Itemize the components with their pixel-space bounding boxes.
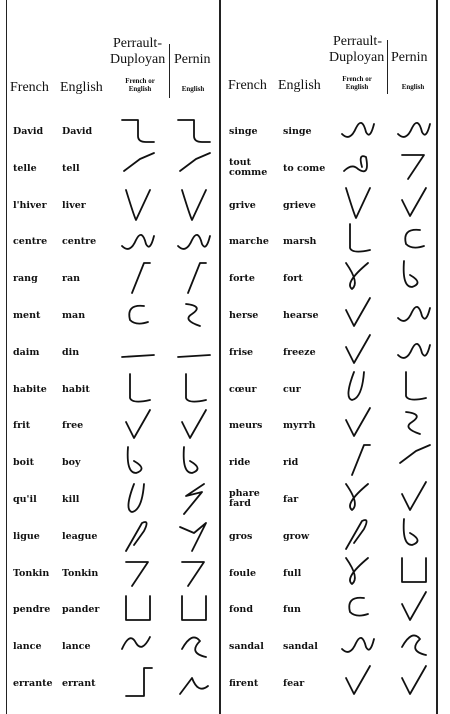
right-row-english: fear [283, 678, 305, 689]
right-row-english: hearse [283, 310, 319, 321]
right-row-pernin-glyph-wave-icon [396, 110, 432, 146]
left-border [6, 0, 7, 714]
right-row-english: fun [283, 604, 301, 616]
left-row-pernin-glyph-k-loop-icon [176, 627, 212, 663]
glyph-stroke [406, 372, 426, 400]
glyph-stroke [398, 344, 430, 358]
left-row-english: lance [62, 641, 91, 653]
right-border [436, 0, 438, 714]
glyph-stroke [346, 484, 368, 510]
left-row-pernin-glyph-v-loop-icon [176, 186, 212, 222]
glyph-stroke [184, 447, 198, 473]
right-row-perrault-glyph-check-icon [340, 404, 376, 440]
left-row-english: din [62, 346, 80, 358]
header-french-or-right: French or [342, 75, 372, 83]
glyph-stroke [405, 230, 424, 248]
right-row-french: sandal [229, 641, 264, 653]
right-row-french: gros [229, 530, 253, 542]
left-row-english: league [62, 530, 98, 542]
right-row-perrault-glyph-c-curve-icon [340, 588, 376, 624]
left-row-english: errant [62, 678, 96, 689]
right-row-perrault-glyph-slash-icon [340, 441, 376, 477]
right-row-english: far [283, 494, 299, 505]
left-row-pernin-glyph-y-loop-icon [176, 517, 212, 553]
header-pernin-english-right: English [401, 83, 425, 91]
right-row-perrault-glyph-slant-loop-icon [340, 515, 376, 551]
right-row-french: forte [229, 273, 255, 285]
right-row-perrault-glyph-check-icon [340, 294, 376, 330]
left-row-english: liver [62, 199, 86, 211]
right-row-english: freeze [283, 346, 316, 358]
right-row-pernin-glyph-b-loop-icon [396, 257, 432, 293]
glyph-stroke [126, 522, 147, 551]
glyph-stroke [128, 484, 144, 512]
glyph-stroke [400, 445, 430, 463]
glyph-stroke [352, 445, 370, 475]
left-row-english: free [62, 420, 84, 432]
right-row-french: tout [229, 156, 252, 168]
left-row-pernin-glyph-check-icon [176, 406, 212, 442]
right-row-pernin-glyph-wave-icon [396, 331, 432, 367]
left-row-french: David [13, 126, 44, 137]
glyph-stroke [178, 120, 210, 142]
right-row-english: to come [283, 162, 326, 174]
glyph-stroke [126, 668, 152, 696]
glyph-stroke [402, 592, 426, 620]
left-row-french: ligue [13, 530, 40, 542]
right-row-pernin-glyph-check-icon [396, 588, 432, 624]
right-row-english: cur [283, 383, 301, 395]
left-row-french: ment [13, 310, 41, 321]
glyph-stroke [188, 263, 206, 293]
glyph-stroke [180, 678, 208, 694]
right-row-pernin-glyph-tick-icon [396, 441, 432, 477]
right-row-english: grow [283, 530, 310, 542]
glyph-stroke [346, 408, 370, 436]
glyph-stroke [402, 155, 424, 179]
header-perrault-line2-left: Duployan [110, 52, 166, 67]
right-row-french: grive [229, 199, 256, 211]
left-row-english: tell [62, 162, 80, 174]
left-row-english: kill [62, 494, 80, 505]
right-row-perrault-glyph-check-icon [340, 662, 376, 698]
right-row-pernin-glyph-c-curve-icon [396, 220, 432, 256]
glyph-stroke [184, 484, 204, 514]
left-row-pernin-glyph-wave-icon [176, 222, 212, 258]
left-row-perrault-glyph-seven-icon [120, 554, 156, 590]
left-row-french: habite [13, 383, 47, 395]
glyph-stroke [178, 355, 210, 357]
right-row-french: marche [229, 236, 269, 248]
left-row-perrault-glyph-hook-t-icon [120, 112, 156, 148]
left-row-perrault-glyph-b-loop-icon [120, 443, 156, 479]
left-row-pernin-glyph-hook-t-icon [176, 112, 212, 148]
right-row-pernin-glyph-check-icon [396, 478, 432, 514]
right-row-pernin-glyph-hook-down-icon [396, 368, 432, 404]
right-row-french-line2: comme [229, 166, 268, 178]
glyph-stroke [180, 153, 210, 171]
left-row-french: lance [13, 641, 42, 653]
right-row-perrault-glyph-wave-icon [340, 110, 376, 146]
left-row-french: qu'il [13, 494, 37, 505]
glyph-stroke [406, 412, 420, 434]
left-row-french: centre [13, 236, 48, 248]
glyph-stroke [132, 263, 150, 293]
left-row-perrault-glyph-slash-icon [120, 259, 156, 295]
left-row-perrault-glyph-tilde-hook-icon [120, 627, 156, 663]
right-row-french: meurs [229, 420, 263, 432]
right-row-english: sandal [283, 641, 318, 653]
right-row-pernin-glyph-k-loop-icon [396, 625, 432, 661]
left-header-divider [169, 44, 170, 98]
left-row-pernin-glyph-cup-icon [176, 590, 212, 626]
left-row-pernin-glyph-dash-icon [176, 333, 212, 369]
left-row-pernin-glyph-seven-icon [176, 554, 212, 590]
glyph-stroke [402, 558, 426, 582]
glyph-stroke [122, 120, 154, 142]
left-row-perrault-glyph-dash-icon [120, 333, 156, 369]
glyph-stroke [402, 482, 426, 510]
header-french-right: French [228, 78, 267, 93]
right-row-perrault-glyph-hook-down-icon [340, 220, 376, 256]
right-row-french: singe [229, 126, 258, 137]
right-row-pernin-glyph-cup-icon [396, 552, 432, 588]
glyph-stroke [126, 562, 148, 586]
left-row-english: David [62, 126, 93, 137]
left-row-perrault-glyph-u-loop-icon [120, 480, 156, 516]
left-row-pernin-glyph-loop-end-icon [176, 664, 212, 700]
header-pernin-english-left: English [181, 85, 205, 93]
glyph-stroke [122, 637, 150, 649]
glyph-stroke [349, 598, 368, 616]
header-english-right: English [278, 78, 321, 93]
left-row-pernin-glyph-hook-down-icon [176, 370, 212, 406]
left-row-pernin-glyph-s-curve-icon [176, 296, 212, 332]
left-row-perrault-glyph-j-up-icon [120, 664, 156, 700]
glyph-stroke [346, 298, 370, 326]
glyph-stroke [182, 638, 206, 658]
glyph-stroke [178, 235, 210, 249]
left-row-perrault-glyph-tick-icon [120, 149, 156, 185]
glyph-stroke [126, 410, 150, 438]
left-row-english: Tonkin [62, 567, 99, 579]
glyph-stroke [348, 372, 364, 400]
left-row-french: Tonkin [13, 567, 50, 579]
left-row-pernin-glyph-slash-icon [176, 259, 212, 295]
glyph-stroke [182, 562, 204, 586]
glyph-stroke [182, 190, 206, 220]
glyph-stroke [126, 596, 150, 620]
right-row-pernin-glyph-seven-icon [396, 147, 432, 183]
right-row-english: rid [283, 457, 299, 469]
header-french-or-left: French or [125, 77, 155, 85]
glyph-stroke [126, 190, 150, 220]
glyph-stroke [128, 447, 142, 473]
right-row-perrault-glyph-swirl-icon [340, 147, 376, 183]
glyph-stroke [404, 519, 418, 545]
right-row-french: ride [229, 457, 251, 469]
left-row-perrault-glyph-check-icon [120, 406, 156, 442]
left-row-french: pendre [13, 604, 51, 616]
left-row-french: boit [13, 457, 34, 469]
center-divider [219, 0, 221, 714]
glyph-stroke [398, 307, 430, 321]
right-row-perrault-glyph-x-loop-icon [340, 478, 376, 514]
glyph-stroke [346, 335, 370, 363]
left-row-pernin-glyph-b-loop-icon [176, 443, 212, 479]
right-row-english: myrrh [283, 420, 316, 432]
right-row-french: cœur [229, 383, 257, 395]
left-row-perrault-glyph-slant-loop-icon [120, 517, 156, 553]
glyph-stroke [344, 156, 367, 171]
right-row-french: foule [229, 567, 256, 579]
glyph-stroke [129, 306, 148, 324]
left-row-english: boy [62, 457, 81, 469]
glyph-stroke [342, 123, 374, 137]
glyph-stroke [346, 263, 368, 289]
glyph-stroke [182, 596, 206, 620]
right-row-perrault-glyph-u-loop-icon [340, 368, 376, 404]
glyph-stroke [122, 355, 154, 357]
glyph-stroke [342, 638, 374, 652]
glyph-stroke [402, 666, 426, 694]
left-row-english: man [62, 310, 86, 321]
right-row-pernin-glyph-s-curve-icon [396, 404, 432, 440]
glyph-stroke [186, 304, 200, 326]
header-english-sub-right: English [345, 83, 369, 91]
left-row-french: l'hiver [13, 199, 47, 211]
left-row-french: telle [13, 162, 37, 174]
left-row-perrault-glyph-cup-icon [120, 590, 156, 626]
left-row-perrault-glyph-wave-icon [120, 222, 156, 258]
right-row-english: marsh [283, 236, 317, 248]
left-row-french: rang [13, 273, 38, 285]
right-row-french: phare [229, 488, 260, 499]
glyph-stroke [402, 188, 426, 216]
glyph-stroke [346, 520, 367, 549]
glyph-stroke [124, 153, 154, 171]
left-row-english: pander [62, 604, 100, 616]
glyph-stroke [404, 261, 418, 287]
left-row-french: frit [13, 420, 31, 432]
right-row-perrault-glyph-x-loop-icon [340, 257, 376, 293]
left-row-english: centre [62, 236, 97, 248]
right-row-perrault-glyph-wave-icon [340, 625, 376, 661]
right-row-pernin-glyph-check-icon [396, 184, 432, 220]
right-row-english: fort [283, 273, 303, 285]
right-row-french: herse [229, 310, 259, 321]
glyph-stroke [402, 636, 426, 656]
left-row-english: habit [62, 383, 90, 395]
header-english-sub-left: English [128, 85, 152, 93]
glyph-stroke [122, 235, 154, 249]
right-row-english: grieve [283, 199, 316, 211]
right-row-english: full [283, 567, 302, 579]
right-row-french-line2: fard [229, 498, 251, 509]
left-row-perrault-glyph-v-loop-icon [120, 186, 156, 222]
glyph-stroke [350, 224, 370, 252]
left-row-french: errante [13, 678, 53, 689]
glyph-stroke [130, 374, 150, 402]
left-row-perrault-glyph-hook-down-icon [120, 370, 156, 406]
left-row-french: daim [13, 346, 40, 358]
glyph-stroke [346, 188, 370, 218]
left-row-pernin-glyph-tick-icon [176, 149, 212, 185]
left-row-perrault-glyph-c-curve-icon [120, 296, 156, 332]
right-row-perrault-glyph-v-loop-icon [340, 184, 376, 220]
header-english-left: English [60, 80, 103, 95]
glyph-stroke [182, 410, 206, 438]
right-row-pernin-glyph-check-icon [396, 662, 432, 698]
header-perrault-line1-right: Perrault- [333, 34, 382, 49]
header-perrault-line2-right: Duployan [329, 50, 385, 65]
glyph-stroke [186, 374, 206, 402]
right-row-french: frise [229, 346, 254, 358]
left-row-pernin-glyph-zig-icon [176, 480, 212, 516]
glyph-stroke [398, 123, 430, 137]
glyph-stroke [346, 666, 370, 694]
right-row-perrault-glyph-x-loop-icon [340, 552, 376, 588]
header-pernin-right: Pernin [391, 50, 428, 65]
right-row-perrault-glyph-check-icon [340, 331, 376, 367]
glyph-stroke [180, 523, 206, 551]
right-row-french: fond [229, 604, 253, 616]
left-row-english: ran [62, 273, 81, 285]
header-pernin-left: Pernin [174, 52, 211, 67]
right-row-french: firent [229, 678, 259, 689]
right-row-pernin-glyph-b-loop-icon [396, 515, 432, 551]
right-header-divider [387, 40, 388, 94]
header-french-left: French [10, 80, 49, 95]
header-perrault-line1-left: Perrault- [113, 36, 162, 51]
right-row-pernin-glyph-wave-icon [396, 294, 432, 330]
right-row-english: singe [283, 126, 312, 137]
glyph-stroke [346, 558, 368, 584]
